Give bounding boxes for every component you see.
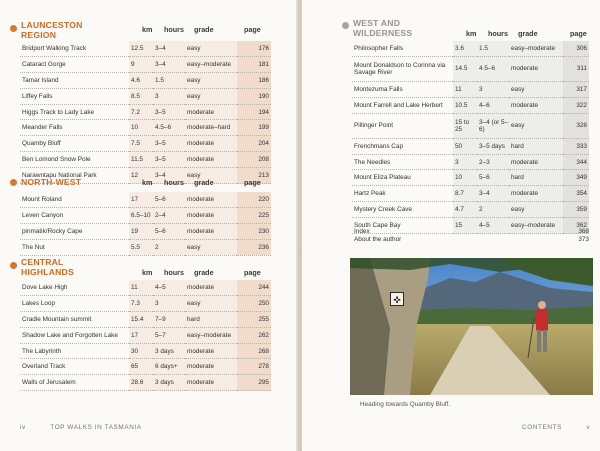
table-row[interactable]: Frenchmans Cap 50 3–5 days hard 333	[352, 138, 589, 154]
table-row[interactable]: Montezuma Falls 11 3 easy 317	[352, 81, 589, 97]
table-row[interactable]: pinmatik/Rocky Cape 19 5–6 moderate 230	[20, 223, 271, 239]
svg-text:✜: ✜	[393, 296, 401, 306]
table-row[interactable]: Leven Canyon 6.5–10 2–4 moderate 225	[20, 207, 271, 223]
table-row[interactable]: Mount Farrell and Lake Herbert 10.5 4–6 moderate 322	[352, 97, 589, 113]
table-row[interactable]: Mount Donaldson to Corinna via Savage River 14.5 4.5–6 moderate 311	[352, 56, 589, 81]
photo-quamby-bluff	[350, 258, 593, 395]
table-row[interactable]: Shadow Lake and Forgotten Lake 17 5–7 easy–moderate 262	[20, 327, 271, 343]
section-title: NORTH-WEST	[21, 177, 82, 187]
page-number: v	[586, 424, 591, 431]
section-west-and-wilderness	[342, 19, 589, 234]
col-header-grade: grade	[518, 29, 538, 38]
photo-caption: Heading towards Quamby Bluff.	[360, 401, 451, 408]
col-header-page: page	[570, 29, 587, 38]
table-row[interactable]: Cataract Gorge 9 3–4 easy–moderate 181	[20, 56, 271, 72]
index-block	[354, 228, 589, 244]
landscape-photo	[350, 258, 593, 395]
table-row[interactable]: The Needles 3 2–3 moderate 344	[352, 154, 589, 170]
col-header-hours: hours	[164, 178, 184, 187]
col-header-page: page	[244, 178, 261, 187]
walks-table	[20, 280, 271, 391]
col-header-grade: grade	[194, 178, 214, 187]
table-row[interactable]: Meander Falls 10 4.5–6 moderate–hard 199	[20, 120, 271, 136]
table-row[interactable]: Tamar Island 4.6 1.5 easy 186	[20, 72, 271, 88]
table-row[interactable]: Walls of Jerusalem 28.6 3 days moderate 295	[20, 375, 271, 391]
col-header-hours: hours	[488, 29, 508, 38]
left-page	[0, 0, 298, 451]
page-footer	[522, 424, 590, 431]
table-row[interactable]: Mount Roland 17 5–6 moderate 220	[20, 192, 271, 207]
index-entry[interactable]: Index 368	[354, 228, 589, 235]
table-row[interactable]: Bridport Walking Track 12.5 3–4 easy 176	[20, 41, 271, 56]
table-row[interactable]: Higgs Track to Lady Lake 7.2 3–5 moderate 194	[20, 104, 271, 120]
table-row[interactable]: Mount Eliza Plateau 10 5–6 hard 349	[352, 170, 589, 186]
right-page	[302, 0, 600, 451]
table-row[interactable]: Overland Track 65 6 days+ moderate 278	[20, 359, 271, 375]
col-header-page: page	[244, 25, 261, 34]
section-bullet-icon	[342, 22, 349, 29]
table-row[interactable]: Cradle Mountain summit 15.4 7–9 hard 255	[20, 311, 271, 327]
section-launceston-region	[10, 19, 271, 184]
walks-table	[20, 192, 271, 256]
col-header-grade: grade	[194, 25, 214, 34]
section-bullet-icon	[10, 25, 17, 32]
col-header-hours: hours	[164, 268, 184, 277]
walks-table	[352, 41, 589, 234]
col-header-km: km	[142, 268, 153, 277]
col-header-hours: hours	[164, 25, 184, 34]
table-row[interactable]: The Labyrinth 30 3 days moderate 268	[20, 343, 271, 359]
page-number: iv	[20, 424, 26, 431]
section-title: LAUNCESTON REGION	[21, 20, 83, 40]
table-row[interactable]: Mystery Creek Cave 4.7 2 easy 359	[352, 202, 589, 218]
table-row[interactable]: Hartz Peak 8.7 3–4 moderate 354	[352, 186, 589, 202]
section-title: CENTRAL HIGHLANDS	[21, 257, 74, 277]
section-bullet-icon	[10, 179, 17, 186]
table-row[interactable]: Pillinger Point 15 to 25 3–4 (or 5–6) easy 328	[352, 113, 589, 138]
section-bullet-icon	[10, 262, 17, 269]
table-row[interactable]: South Cape Bay 15 4–5 easy–moderate 362	[352, 218, 589, 234]
running-title: TOP WALKS IN TASMANIA	[50, 424, 142, 431]
table-row[interactable]: Quamby Bluff 7.5 3–5 moderate 204	[20, 136, 271, 152]
about-author-entry[interactable]: About the author 373	[354, 236, 589, 243]
table-row[interactable]: Philosopher Falls 3.6 1.5 easy–moderate 306	[352, 41, 589, 56]
walks-table	[20, 41, 271, 184]
col-header-km: km	[142, 25, 153, 34]
section-central-highlands	[10, 257, 271, 391]
col-header-grade: grade	[194, 268, 214, 277]
col-header-km: km	[466, 29, 477, 38]
section-north-west	[10, 178, 271, 256]
table-row[interactable]: Lakes Loop 7.3 3 easy 250	[20, 295, 271, 311]
table-row[interactable]: The Nut 5.5 2 easy 236	[20, 239, 271, 255]
table-row[interactable]: Dove Lake High 11 4–5 moderate 244	[20, 280, 271, 295]
col-header-page: page	[244, 268, 261, 277]
running-title: CONTENTS	[522, 424, 562, 431]
page-footer	[20, 424, 142, 431]
table-row[interactable]: Narawntapu National Park 12 3–4 easy 213	[20, 168, 271, 184]
section-title: WEST AND WILDERNESS	[353, 18, 413, 38]
table-row[interactable]: Liffey Falls 8.5 3 easy 190	[20, 88, 271, 104]
table-row[interactable]: Ben Lomond Snow Pole 11.5 3–5 moderate 208	[20, 152, 271, 168]
col-header-km: km	[142, 178, 153, 187]
